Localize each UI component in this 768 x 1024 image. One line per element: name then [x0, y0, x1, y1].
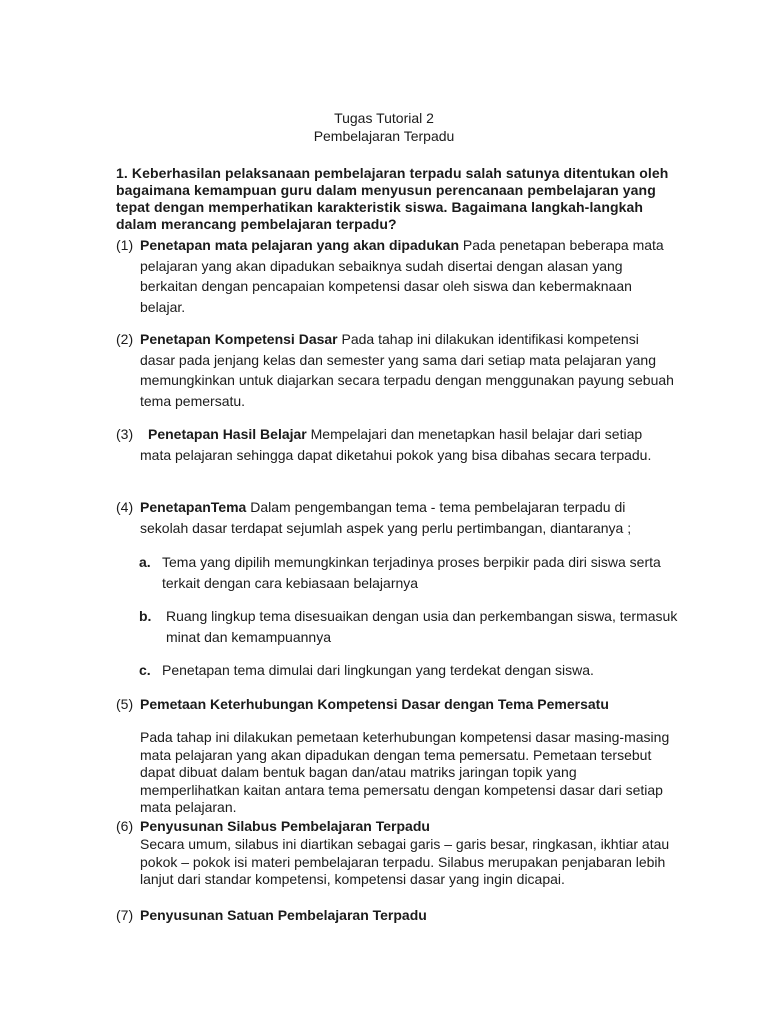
step-6-paragraph: Secara umum, silabus ini diartikan sebagai garis – garis besar, ringkasan, ikhtiar atau pokok – pokok isi materi pembelajaran terpadu. Silabus merupakan penjabaran lebih lanjut dari standar kompetensi, kompetensi dasar yang ingin dicapai.: [140, 836, 670, 887]
step-5-paragraph: Pada tahap ini dilakukan pemetaan keterhubungan kompetensi dasar masing-masing mata pelajaran yang akan dipadukan dengan tema pemersatu. Pemetaan tersebut dapat dibuat dalam bentuk bagan dan/atau matriks jaringan topik yang memperlihatkan kaitan antara tema pemersatu dengan kompetensi dasar dari setiap mata pelajaran.: [140, 729, 670, 815]
step-number: (6): [116, 818, 134, 834]
step-heading: Penyusunan Satuan Pembelajaran Terpadu: [140, 907, 427, 923]
sub-item-a: [139, 552, 679, 593]
document-title: Tugas Tutorial 2: [334, 110, 434, 126]
step-heading: Penetapan Hasil Belajar: [148, 426, 307, 442]
step-item-1: [116, 235, 676, 317]
step-heading: Penetapan mata pelajaran yang akan dipadukan: [140, 237, 459, 253]
step-text: Pada tahap ini dilakukan identifikasi kompetensi dasar pada jenjang kelas dan semester yang sama dari setiap mata pelajaran yang memungkinkan untuk diajarkan secara terpadu dengan menggunakan payung sebuah tema pemersatu.: [140, 331, 674, 409]
sub-item-letter: b.: [139, 608, 152, 624]
step-text: Dalam pengembangan tema - tema pembelajaran terpadu di sekolah dasar terdapat sejumlah aspek yang perlu pertimbangan, diantaranya ;: [140, 499, 632, 536]
step-number: (2): [116, 331, 134, 347]
step-number: (7): [116, 907, 134, 923]
question-text: 1. Keberhasilan pelaksanaan pembelajaran terpadu salah satunya ditentukan oleh bagaimana kemampuan guru dalam menyusun perencanaan pembelajaran yang tepat dengan memperhatikan karakteristik siswa. Bagaimana langkah-langkah dalam merancang pembelajaran terpadu?: [116, 165, 669, 232]
step-heading: Penetapan Kompetensi Dasar: [140, 331, 338, 347]
step-text: Mempelajari dan menetapkan hasil belajar dari setiap mata pelajaran sehingga dapat diketahui pokok yang bisa dibahas secara terpadu.: [140, 426, 652, 463]
document-subtitle: Pembelajaran Terpadu: [313, 128, 455, 144]
step-number: (3): [116, 426, 134, 442]
step-item-7: [116, 907, 676, 925]
sub-item-letter: c.: [139, 662, 151, 678]
sub-item-c: [139, 660, 679, 681]
sub-item-text: Penetapan tema dimulai dari lingkungan yang terdekat dengan siswa.: [162, 662, 594, 678]
sub-item-letter: a.: [139, 554, 151, 570]
step-number: (1): [116, 237, 134, 253]
step-item-2: [116, 329, 676, 411]
sub-item-text: Ruang lingkup tema disesuaikan dengan usia dan perkembangan siswa, termasuk minat dan kemampuannya: [166, 608, 678, 645]
step-text: Pada penetapan beberapa mata pelajaran yang akan dipadukan sebaiknya sudah disertai dengan alasan yang berkaitan dengan pencapaian kompetensi dasar oleh siswa dan kebermaknaan belajar.: [140, 237, 664, 315]
step-number: (4): [116, 499, 134, 515]
step-item-4: [116, 497, 676, 538]
sub-item-b: [139, 606, 679, 647]
step-item-5: [116, 694, 676, 715]
step-item-3: [116, 424, 676, 465]
sub-item-text: Tema yang dipilih memungkinkan terjadinya proses berpikir pada diri siswa serta terkait dengan cara kebiasaan belajarnya: [162, 554, 661, 591]
step-heading: Penyusunan Silabus Pembelajaran Terpadu: [140, 818, 430, 834]
step-item-6: [116, 818, 676, 836]
step-heading: PenetapanTema: [140, 499, 247, 515]
step-number: (5): [116, 696, 134, 712]
step-heading: Pemetaan Keterhubungan Kompetensi Dasar dengan Tema Pemersatu: [140, 696, 609, 712]
